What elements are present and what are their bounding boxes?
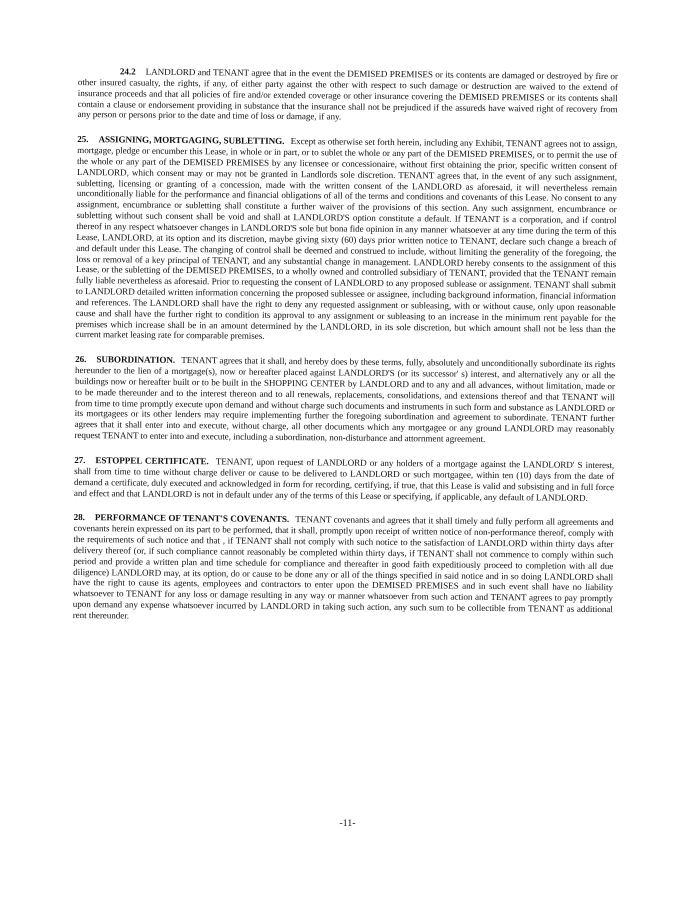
section-heading: PERFORMANCE OF TENANT'S COVENANTS. <box>94 512 290 525</box>
section-text: Except as otherwise set forth herein, including any Exhibit, TENANT agrees not to assign, mortgage, pledge or encumber this Lease, in whole or in part, or to sublet the whole or any part of the DEMISED PREMISES, or to permit the use of the whole or any part of the DEMISED PREMISES by any licensee or concessionaire, without first obtaining the prior, specific written consent of LANDLORD, which consent may or may not be granted in Landlords sole discretion. TENANT agrees that, in the event of any such assignment, subletting, licensing or granting of a concession, made with the written consent of the LANDLORD as aforesaid, it will nevertheless remain unconditionally liable for the performance and financial obligations of all of the terms and conditions and covenants of this Lease. No consent to any assignment, encumbrance or subletting shall constitute a further waiver of the provisions of this section. Any such assignment, encumbrance or subletting without such consent shall be void and shall at LANDLORD'S option constitute a default. If TENANT is a corporation, and if control thereof in any respect whatsoever changes in LANDLORD'S sole but bona fide opinion in any manner whatsoever at any time during the term of this Lease, LANDLORD, at its option and its discretion, maybe giving sixty (60) days prior written notice to TENANT, declare such change a breach of and default under this Lease. The changing of control shall be deemed and construed to include, without limiting the generality of the foregoing, the loss or removal of a key principal of TENANT, and any substantial change in management. LANDLORD hereby consents to the assignment of this Lease, or the subletting of the DEMISED PREMISES, to a wholly owned and controlled subsidiary of TENANT, provided that the TENANT remain fully liable nevertheless as aforesaid. Prior to requesting the consent of LANDLORD to any proposed sublease or assignment. TENANT shall submit to LANDLORD detailed written information concerning the proposed sublessee or assignee, including background information, financial information and references. The LANDLORD shall have the right to deny any requested assignment or subleasing, with or without cause, only upon reasonable cause and shall have the further right to condition its approval to any assignment or subleasing to an increase in the minimum rent payable for the premises which increase shall be in an amount determined by the LANDLORD, in its sole discretion, but which amount shall not be less than the current market leasing rate for comparable premises. <box>75 136 618 342</box>
document-body <box>73 66 618 640</box>
section-26 <box>74 354 615 446</box>
section-text: LANDLORD and TENANT agree that in the event the DEMISED PREMISES or its contents are damaged or destroyed by fire or other insured casualty, the rights, if any, of either party against the other with respect to such damage or destruction are waived to the extend of insurance proceeds and that all policies of fire and/or extended coverage or other insurance covering the DEMISED PREMISES or its contents shall contain a clause or endorsement providing in substance that the insurance shall not be prejudiced if the assureds have waived right of recovery from any person or persons prior to the date and time of loss or damage, if any. <box>77 66 618 122</box>
section-28 <box>73 512 614 626</box>
section-number: 27. <box>74 454 86 466</box>
section-24-2 <box>77 66 617 125</box>
section-27 <box>74 455 614 504</box>
section-number: 26. <box>75 354 87 365</box>
section-heading: SUBORDINATION. <box>96 354 176 366</box>
section-text: TENANT covenants and agrees that it shall timely and fully perform all agreements and covenants herein expressed on its part to be performed, that it shall, promptly upon receipt of written notice of non-performance thereof, comply with the requirements of such notice and that , if TENANT shall not comply with such notice to the satisfaction of LANDLORD within thirty days after delivery thereof (or, if such compliance cannot reasonably be completed within thirty days, if TENANT shall not commence to comply within such period and provide a written plan and time schedule for compliance and thereafter in good faith expeditiously proceed to completion with all due diligence) LANDLORD may, at its option, do or cause to be done any or all of the things specified in said notice and in so doing LANDLORD shall have the right to cause its agents, employees and contractors to enter upon the DEMISED PREMISES and in such event shall have no liability whatsoever to TENANT for any loss or damage resulting in any way or manner whatsoever from such action and TENANT agrees to pay promptly upon demand any expense whatsoever incurred by LANDLORD in taking such action, any such sum to be collectible from TENANT as additional rent thereunder. <box>72 514 614 621</box>
section-number: 28. <box>73 512 85 523</box>
section-heading: ASSIGNING, MORTGAGING, SUBLETTING. <box>98 134 285 147</box>
section-text: TENANT agrees that it shall, and hereby does by these terms, fully, absolutely and unconditionally subordinate its rights hereunder to the lien of a mortgage(s), now or hereafter placed against LANDLORD'S (or its successor' s) interest, and alternatively any or all the buildings now or hereafter built or to be built in the SHOPPING CENTER by LANDLORD and to any and all advances, without limitation, made or to be made thereunder and to the interest thereon and to all renewals, replacements, consolidations, and extensions thereof and that TENANT will from time to time promptly execute upon demand and without charge such documents and instruments in such form and substance as LANDLORD or its mortgagees or its other lenders may require implementing further the foregoing subordination and agreement to subordinate. TENANT further agrees that it shall enter into and execute, without charge, all other documents which any mortgagee or any ground LANDLORD may reasonably request TENANT to enter into and execute, including a subordination, non-disturbance and attornment agreement. <box>74 355 616 445</box>
section-25 <box>75 134 617 345</box>
section-number: 24.2 <box>119 66 136 77</box>
section-heading: ESTOPPEL CERTIFICATE. <box>95 455 209 467</box>
section-text: TENANT, upon request of LANDLORD or any holders of a mortgage against the LANDLORD' S interest, shall from time to time without charge deliver or cause to be delivered to LANDLORD or such mortgagee, within ten (10) days from the date of demand a certificate, duly executed and acknowledged in form for recording, certifying, if true, that this Lease is valid and subsisting and in full force and effect and that LANDLORD is not in default under any of the terms of this Lease or specifying, if applicable, any default of LANDLORD. <box>73 456 615 503</box>
section-number: 25. <box>77 134 89 145</box>
page-number: -11- <box>339 817 356 830</box>
